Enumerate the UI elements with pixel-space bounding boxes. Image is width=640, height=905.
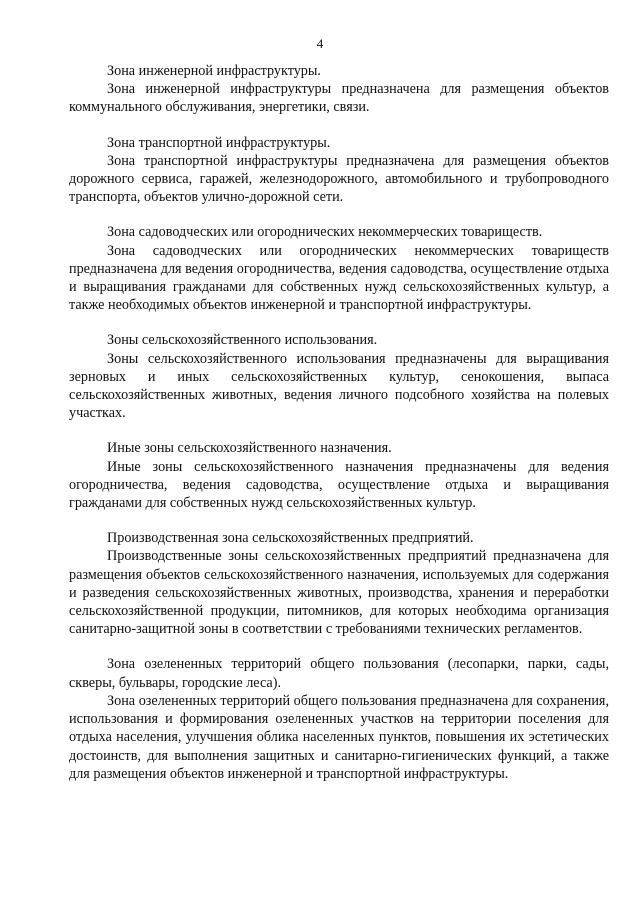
section-green-public-areas: [69, 655, 609, 782]
page-number: 4: [316, 36, 324, 51]
section-other-agricultural: [69, 439, 609, 512]
section-agricultural-use: [69, 331, 609, 422]
section-agricultural-production: [69, 529, 609, 638]
section-garden-partnerships: [69, 223, 609, 314]
section-paragraph: Производственные зоны сельскохозяйственных предприятий предназначена для размещения объектов сельскохозяйственного назначения, используемых для содержания и разведения сельскохозяйственных животных, производства, хранения и переработки сельскохозяйственной продукции, питомников, для которых необходима организация санитарно-защитной зоны в соответствии с требованиями технических регламентов.: [69, 548, 609, 638]
section-heading: Зона озелененных территорий общего пользования (лесопарки, парки, сады, скверы, бульвары, городские леса).: [69, 656, 609, 691]
section-heading: Зона инженерной инфраструктуры.: [107, 63, 321, 79]
document-body: [69, 62, 609, 800]
section-heading: Зона садоводческих или огороднических некоммерческих товариществ.: [107, 224, 543, 241]
section-heading: Иные зоны сельскохозяйственного назначения.: [107, 440, 392, 457]
section-heading: Зона транспортной инфраструктуры.: [107, 134, 331, 151]
section-paragraph: Зона инженерной инфраструктуры предназначена для размещения объектов коммунального обслуживания, энергетики, связи.: [69, 81, 609, 116]
section-paragraph: Зона транспортной инфраструктуры предназначена для размещения объектов дорожного сервиса, гаражей, железнодорожного, автомобильного и трубопроводного транспорта, объектов улично-дорожной сети.: [69, 152, 609, 206]
section-heading: Зоны сельскохозяйственного использования.: [107, 332, 378, 349]
section-paragraph: Иные зоны сельскохозяйственного назначения предназначены для ведения огородничества, ведения садоводства, осуществление отдыха и выращивания гражданами для собственных нужд сельскохозяйственных культур.: [69, 458, 609, 512]
section-paragraph: Зона садоводческих или огороднических некоммерческих товариществ предназначена для ведения огородничества, ведения садоводства, осуществление отдыха и выращивания гражданами для собственных нужд сельскохозяйственных культур, а также необходимых объектов инженерной и транспортной инфраструктуры.: [69, 242, 609, 314]
section-paragraph: Зона озелененных территорий общего пользования предназначена для сохранения, использования и формирования озелененных участков на территории поселения для отдыха населения, улучшения облика населенных пунктов, повышения их эстетических достоинств, для выполнения защитных и санитарно-гигиенических функций, а также для размещения объектов инженерной и транспортной инфраструктуры.: [69, 692, 609, 782]
section-heading: Производственная зона сельскохозяйственных предприятий.: [107, 530, 474, 547]
section-engineering-infrastructure: [69, 62, 609, 117]
section-paragraph: Зоны сельскохозяйственного использования предназначены для выращивания зерновых и иных сельскохозяйственных культур, сенокошения, выпаса сельскохозяйственных животных, ведения личного подсобного хозяйства на полевых участках.: [69, 350, 609, 422]
section-transport-infrastructure: [69, 134, 609, 207]
